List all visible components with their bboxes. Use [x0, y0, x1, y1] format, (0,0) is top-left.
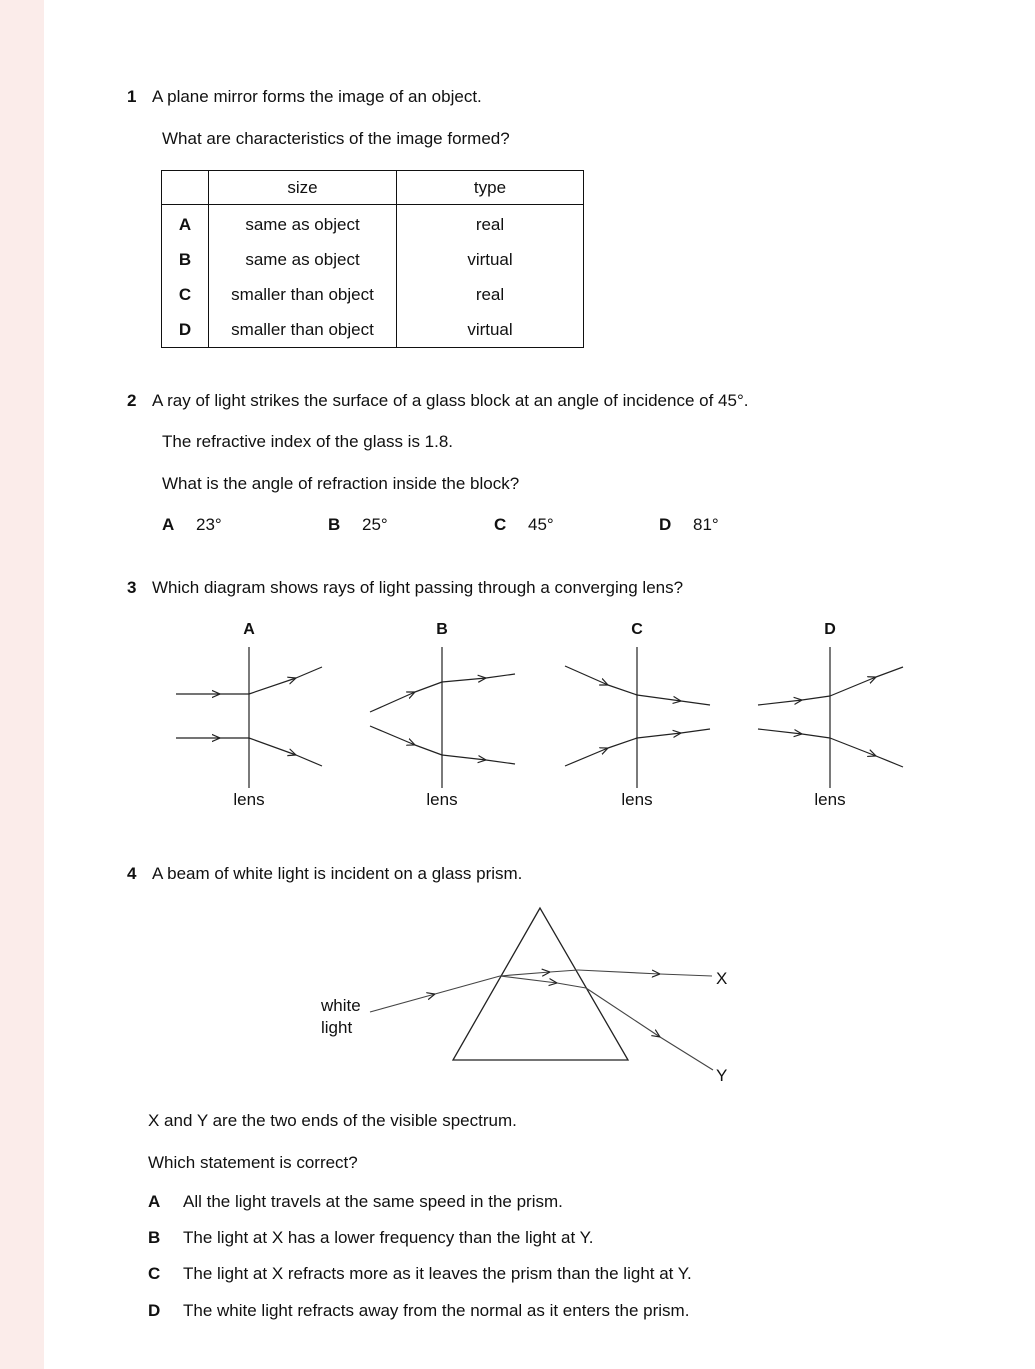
white-light-label: white — [321, 996, 361, 1015]
answer-table — [161, 170, 584, 348]
table-row — [162, 242, 584, 277]
light-ray — [758, 700, 802, 705]
light-ray — [608, 685, 637, 695]
table-header-cell: size — [209, 171, 397, 205]
question-stem: Which diagram shows rays of light passing through a converging lens? — [152, 578, 684, 597]
prism-diagram — [0, 895, 1035, 1095]
option-letter: D — [162, 312, 209, 348]
refracted-ray-y — [500, 976, 557, 983]
emergent-ray-y — [660, 1037, 713, 1070]
light-ray — [876, 667, 903, 677]
type-cell: real — [397, 205, 584, 243]
question-stem: A ray of light strikes the surface of a glass block at an angle of incidence of 45°. — [152, 391, 749, 410]
diagram-letter: B — [436, 621, 448, 638]
diagram-b — [370, 647, 515, 788]
diagram-c — [565, 647, 710, 788]
refracted-ray-x — [500, 972, 550, 976]
question-stem: A plane mirror forms the image of an object. — [152, 87, 482, 106]
size-cell: smaller than object — [209, 312, 397, 348]
option-text: The light at X refracts more as it leaves the prism than the light at Y. — [183, 1264, 692, 1283]
lens-label: lens — [814, 790, 846, 809]
table-row — [162, 312, 584, 348]
light-ray — [758, 729, 802, 734]
light-ray — [296, 755, 322, 766]
light-ray — [370, 726, 415, 745]
option-text: 25° — [362, 515, 388, 534]
light-ray — [830, 677, 876, 696]
light-ray — [370, 692, 415, 712]
option-text: 23° — [196, 515, 222, 534]
type-cell: virtual — [397, 312, 584, 348]
size-cell: same as object — [209, 242, 397, 277]
light-ray — [802, 696, 830, 700]
white-light-ray — [370, 994, 435, 1012]
emergent-ray-x — [660, 974, 712, 976]
option-letter: A — [162, 205, 209, 243]
option-text: 45° — [528, 515, 554, 534]
light-ray — [442, 678, 486, 682]
diagram-letter: C — [631, 621, 643, 638]
lens-label: lens — [426, 790, 458, 809]
option-letter: C — [162, 277, 209, 312]
table-header-row — [162, 171, 584, 205]
light-ray — [637, 733, 681, 738]
type-cell: real — [397, 277, 584, 312]
question-number: 4 — [127, 864, 137, 883]
light-ray — [486, 760, 515, 764]
question-info: The refractive index of the glass is 1.8. — [162, 432, 454, 451]
question-prompt: What is the angle of refraction inside the block? — [162, 474, 520, 493]
question-prompt: Which statement is correct? — [148, 1153, 358, 1172]
table-row — [162, 277, 584, 312]
option-text: The white light refracts away from the normal as it enters the prism. — [183, 1301, 690, 1320]
lens-label: lens — [621, 790, 653, 809]
option-text: 81° — [693, 515, 719, 534]
type-cell: virtual — [397, 242, 584, 277]
light-ray — [681, 729, 710, 733]
table-header-cell: type — [397, 171, 584, 205]
refracted-ray-y — [557, 983, 586, 988]
emergent-ray-y — [586, 988, 660, 1037]
light-ray — [565, 666, 608, 685]
glass-prism — [453, 908, 628, 1060]
light-ray — [415, 682, 442, 692]
emergent-ray-x — [578, 970, 660, 974]
diagram-a — [176, 647, 322, 788]
label-y: Y — [716, 1066, 728, 1085]
light-ray — [415, 745, 442, 755]
question-number: 2 — [127, 391, 137, 410]
option-letter: B — [162, 242, 209, 277]
diagram-letter: A — [243, 621, 255, 638]
option-letter: D — [659, 515, 672, 534]
light-ray — [249, 678, 296, 694]
table-row — [162, 205, 584, 243]
light-ray — [486, 674, 515, 678]
white-light-label: light — [321, 1018, 353, 1037]
label-x: X — [716, 969, 728, 988]
light-ray — [830, 738, 876, 756]
option-letter: A — [162, 515, 175, 534]
diagram-d — [758, 647, 903, 788]
option-letter: C — [148, 1264, 161, 1283]
light-ray — [681, 701, 710, 705]
light-ray — [442, 755, 486, 760]
refracted-ray-x — [550, 970, 578, 972]
light-ray — [876, 756, 903, 767]
light-ray — [802, 734, 830, 738]
option-text: All the light travels at the same speed in the prism. — [183, 1192, 563, 1211]
size-cell: smaller than object — [209, 277, 397, 312]
option-letter: B — [328, 515, 341, 534]
question-stem: A beam of white light is incident on a glass prism. — [152, 864, 523, 883]
white-light-ray — [435, 976, 500, 994]
size-cell: same as object — [209, 205, 397, 243]
light-ray — [637, 695, 681, 701]
question-prompt: What are characteristics of the image formed? — [162, 129, 510, 148]
light-ray — [296, 667, 322, 678]
option-letter: C — [494, 515, 507, 534]
lens-label: lens — [233, 790, 265, 809]
option-letter: B — [148, 1228, 161, 1247]
lens-diagrams — [0, 610, 1035, 820]
option-letter: D — [148, 1301, 161, 1320]
table-header-cell — [162, 171, 209, 205]
question-info: X and Y are the two ends of the visible spectrum. — [148, 1111, 517, 1130]
diagram-letter: D — [824, 621, 836, 638]
light-ray — [565, 748, 608, 766]
question-number: 1 — [127, 87, 137, 106]
light-ray — [608, 738, 637, 748]
question-number: 3 — [127, 578, 137, 597]
option-letter: A — [148, 1192, 161, 1211]
light-ray — [249, 738, 296, 755]
option-text: The light at X has a lower frequency than the light at Y. — [183, 1228, 594, 1247]
